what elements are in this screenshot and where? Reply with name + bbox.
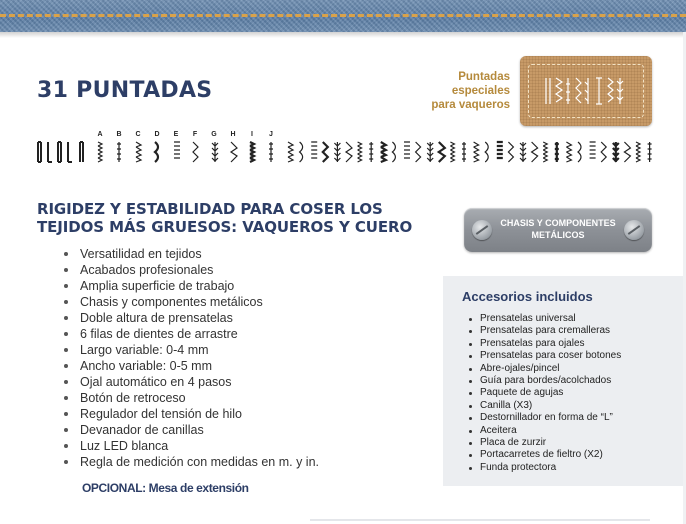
patch-stitch-symbols: [544, 74, 628, 108]
accessory-item: Aceitera: [469, 425, 621, 437]
stitch-glyph: [68, 142, 72, 162]
stitch-glyph: [381, 142, 386, 162]
stitch-glyph: [601, 142, 606, 162]
stitch-glyph: [117, 142, 121, 162]
stitch-letter-label: H: [230, 131, 236, 138]
stitch-glyph: [250, 142, 254, 162]
stitch-letter-label: D: [154, 131, 160, 138]
stitch-glyph: [300, 142, 303, 162]
bottom-divider: [310, 519, 650, 521]
stitch-glyph: [193, 142, 198, 162]
page-title: 31 PUNTADAS: [37, 78, 213, 103]
stitch-glyph: [404, 142, 410, 158]
stitch-glyph: [624, 142, 630, 162]
feature-item: Ancho variable: 0-5 mm: [62, 358, 319, 374]
accessories-list: [469, 313, 621, 474]
stitch-glyph: [288, 142, 293, 162]
accessory-item: Guía para bordes/acolchados: [469, 375, 621, 387]
special-stitches-label: [418, 70, 510, 112]
accessory-item: Prensatelas para ojales: [469, 338, 621, 350]
accessory-item: Placa de zurzir: [469, 437, 621, 449]
feature-item: 6 filas de dientes de arrastre: [62, 326, 319, 342]
feature-item: Acabados profesionales: [62, 262, 319, 278]
stitch-glyph: [38, 142, 41, 162]
stitch-patterns-row: [36, 128, 666, 168]
accessory-item: Funda protectora: [469, 462, 621, 474]
stitch-glyph: [80, 142, 83, 162]
stitch-letter-label: J: [269, 131, 273, 138]
feature-item: Chasis y componentes metálicos: [62, 294, 319, 310]
stitch-glyph: [450, 142, 454, 162]
stitch-glyph: [590, 142, 596, 158]
feature-item: Regla de medición con medidas en m. y in.: [62, 454, 319, 470]
stitch-glyph: [174, 142, 180, 158]
stitch-glyph: [508, 142, 513, 162]
subtitle-line: RIGIDEZ Y ESTABILIDAD PARA COSER LOS: [37, 200, 383, 218]
stitch-glyph: [474, 142, 479, 162]
stitch-glyph: [613, 142, 619, 162]
stitch-glyph: [98, 142, 102, 162]
feature-item: Versatilidad en tejidos: [62, 246, 319, 262]
stitch-letter-label: C: [135, 131, 141, 138]
accessory-item: Prensatelas para cremalleras: [469, 325, 621, 337]
feature-item: Regulador del tensión de hilo: [62, 406, 319, 422]
feature-item: Ojal automático en 4 pasos: [62, 374, 319, 390]
accessory-item: Abre-ojales/pincel: [469, 363, 621, 375]
special-label-line: Puntadas: [458, 71, 510, 83]
features-list: [62, 246, 319, 470]
stitch-letter-label: A: [97, 131, 103, 138]
stitch-glyph: [155, 142, 158, 162]
stitch-glyph: [392, 142, 395, 162]
chassis-line: METÁLICOS: [531, 230, 585, 240]
stitch-glyph: [427, 142, 433, 162]
accessory-item: Prensatelas universal: [469, 313, 621, 325]
stitch-glyph: [648, 142, 652, 162]
stitch-letter-label: I: [251, 131, 253, 138]
accessory-item: Canilla (X3): [469, 400, 621, 412]
denim-header-band: [0, 0, 686, 32]
feature-item: Botón de retroceso: [62, 390, 319, 406]
stitch-letter-label: F: [192, 131, 198, 138]
stitch-letter-label: B: [116, 131, 122, 138]
stitch-letter-label: E: [173, 131, 179, 138]
chassis-badge-text: [492, 217, 624, 241]
stitch-glyph: [439, 142, 445, 162]
optional-accessory-note: OPCIONAL: Mesa de extensión: [82, 481, 249, 495]
accessories-title: Accesorios incluidos: [462, 289, 593, 304]
stitch-glyph: [416, 142, 421, 162]
accessories-panel: [443, 276, 686, 486]
subtitle-line: TEJIDOS MÁS GRUESOS: VAQUEROS Y CUERO: [37, 218, 413, 236]
denim-stitch-patch-image: [520, 56, 652, 126]
stitch-glyph: [231, 142, 237, 162]
stitch-glyph: [462, 142, 466, 162]
accessory-item: Portacarretes de fieltro (X2): [469, 449, 621, 461]
accessory-item: Prensatelas para coser botones: [469, 350, 621, 362]
stitch-glyph: [212, 142, 218, 162]
accessory-item: Destornillador en forma de “L”: [469, 412, 621, 424]
header-stitch-line: [0, 14, 686, 17]
stitch-glyph: [497, 142, 503, 158]
stitch-glyph: [578, 142, 581, 162]
stitch-glyph: [636, 142, 640, 162]
stitch-glyph: [311, 142, 317, 158]
stitch-glyph: [358, 142, 362, 162]
stitch-glyph: [48, 142, 52, 162]
feature-item: Amplia superficie de trabajo: [62, 278, 319, 294]
stitch-glyph: [369, 142, 373, 162]
metal-chassis-badge: [464, 208, 652, 252]
stitch-glyph: [555, 142, 559, 162]
stitch-letter-label: G: [211, 131, 217, 138]
accessory-item: Paquete de agujas: [469, 387, 621, 399]
chassis-line: CHASIS Y COMPONENTES: [500, 218, 616, 228]
feature-item: Largo variable: 0-4 mm: [62, 342, 319, 358]
header-shadow: [0, 32, 686, 38]
stitch-glyph: [136, 142, 141, 162]
special-label-line: especiales: [451, 85, 510, 97]
stitch-glyph: [323, 142, 328, 162]
screw-icon: [624, 220, 644, 240]
stitch-glyph: [485, 142, 488, 162]
stitch-glyph: [269, 142, 273, 162]
screw-icon: [472, 220, 492, 240]
feature-item: Devanador de canillas: [62, 422, 319, 438]
feature-item: Doble altura de prensatelas: [62, 310, 319, 326]
section-subtitle: [37, 200, 457, 236]
stitch-glyph: [58, 142, 61, 162]
stitch-glyph: [520, 142, 526, 162]
stitch-glyph: [334, 142, 340, 162]
stitch-glyph: [566, 142, 571, 162]
special-label-line: para vaqueros: [431, 99, 510, 111]
stitch-glyph: [543, 142, 547, 162]
stitch-glyph: [346, 142, 352, 162]
feature-item: Luz LED blanca: [62, 438, 319, 454]
stitch-glyph: [532, 142, 538, 162]
